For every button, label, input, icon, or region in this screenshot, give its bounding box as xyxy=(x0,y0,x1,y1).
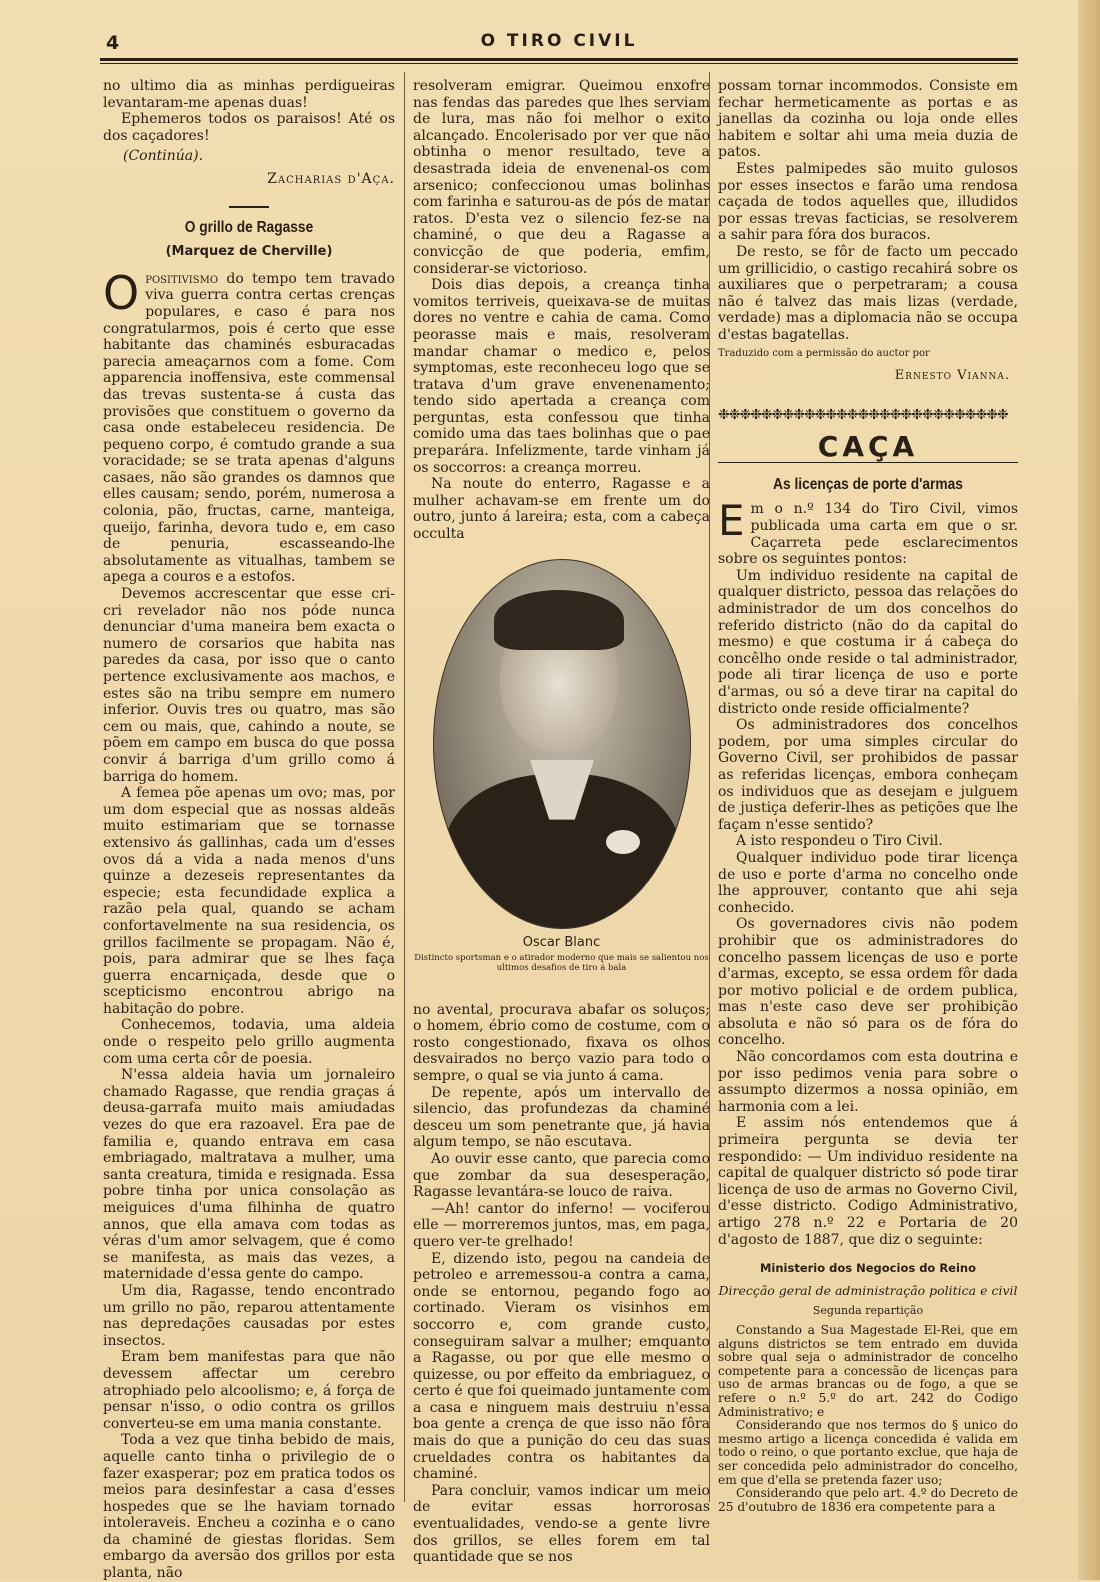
body-paragraph: Estes palmipedes são muito gulosos por esses insectos e farão uma rendosa caçada de todos aquelles que, illudidos por essas trevas facticias, se resolverem a sahir para fóra dos buracos. xyxy=(718,160,1018,244)
body-paragraph: Não concordamos com esta doutrina e por isso pedimos venia para sobre o assumpto dizermos a nossa opinião, em harmonia com a lei. xyxy=(718,1049,1018,1115)
body-paragraph: Dois dias depois, a creança tinha vomitos terriveis, queixava-se de muitas dores no ventre e cahia de cama. Como peorasse mais e mais, resolveram mandar chamar o medico e, pelos symptomas, este reconheceu logo que se tratava d'um grave envenenamento; tendo sido apertada a creança com perguntas, esta confessou que tinha comido uma das taes bolinhas que o pae preparára. Infelizmente, tarde vinham já os soccorros: a creança morreu. xyxy=(413,277,710,476)
masthead xyxy=(100,28,1018,58)
body-paragraph: Os administradores dos concelhos podem, por uma simples circular do Governo Civil, ser prohibidos de passar as referidas licenças, embora conheçam os individuos que as desejam e julguem de justiça deferir-lhes as petições que lhe façam n'esse sentido? xyxy=(718,717,1018,833)
decree-paragraph: Constando a Sua Magestade El-Rei, que em alguns districtos se tem entrado em duvida sobre qual seja o administrador de concelho competente para a concessão de licenças para uso de armas brancas ou de fogo, a que se refere o n.º 5.º do art. 242 do Codigo Administrativo; e xyxy=(718,1322,1018,1419)
section-title: CAÇA xyxy=(817,430,919,464)
translator-signature: Ernesto Vianna. xyxy=(894,368,1010,384)
photo-caption-name: Oscar Blanc xyxy=(522,934,601,950)
author-signature: Zacharias d'Aça. xyxy=(267,170,395,187)
body-paragraph: Conhecemos, todavia, uma aldeia onde o respeito pelo grillo augmenta com uma certa côr de poesia. xyxy=(103,1017,395,1067)
body-paragraph: A isto respondeu o Tiro Civil. xyxy=(736,833,943,850)
body-paragraph: Qualquer individuo pode tirar licença de uso e porte d'arma no concelho onde lhe approuver, contanto que ahi seja conhecido. xyxy=(718,849,1018,916)
body-paragraph: no avental, procurava abafar os soluços; o homem, ébrio como de costume, com o rosto congestionado, fixava os olhos desvairados no berço vazio para todo o sempre, o qual se via junto á cama. xyxy=(413,1001,710,1084)
page-edge xyxy=(1078,0,1100,1580)
article-title: O grillo de Ragasse xyxy=(184,218,314,236)
body-paragraph: Um individuo residente na capital de qualquer districto, pessoa das relações do administrador de um dos concelhos do referido districto (não do da capital do mesmo) e que costuma ir á cabeça do concêlho onde reside o tal administrador, pode ali tirar licença de uso e porte d'armas, ou só a deve tirar na capital do districto onde reside officialmente? xyxy=(718,567,1018,717)
lead-word: positivismo xyxy=(145,270,219,287)
portrait-photo xyxy=(413,553,710,998)
section-subtitle: As licenças de porte d'armas xyxy=(773,475,963,493)
drop-cap: E xyxy=(718,496,745,546)
lead-paragraph xyxy=(718,496,1018,568)
body-paragraph: Ao ouvir esse canto, que parecia como que zombar da sua desesperação, Ragasse levantára-se louco de raiva. xyxy=(413,1150,710,1201)
lead-paragraph xyxy=(103,265,395,586)
body-paragraph: De repente, após um intervallo de silencio, das profundezas da chaminé desceu um som penetrante que, já havia algum tempo, se não escutava. xyxy=(413,1084,710,1151)
drop-cap: O xyxy=(103,265,140,320)
body-paragraph: Um dia, Ragasse, tendo encontrado um grillo no pão, reparou attentamente nas depredações causadas por estes insectos. xyxy=(103,1282,395,1349)
portrait-hair xyxy=(494,590,624,650)
body-paragraph: Eram bem manifestas para que não devessem affectar um cerebro atrophiado pelo alcoolismo; e, á força de pensar n'isso, o odio contra os grillos converteu-se em uma mania constante. xyxy=(103,1349,395,1432)
body-paragraph: —Ah! cantor do inferno! — vociferou elle — morreremos juntos, mas, em paga, quero ver-te grelhado! xyxy=(413,1200,710,1250)
ornamental-border: ❉❉❉❉❉❉❉❉❉❉❉❉❉❉❉❉❉❉❉❉❉❉❉❉❉❉❉ xyxy=(718,406,1008,423)
body-paragraph: E, dizendo isto, pegou na candeia de petroleo e arremessou-a contra a cama, onde se entornou, pegando fogo ao cortinado. Vieram os visinhos em soccorro e, com grande custo, conseguiram salvar a mulher; emquanto a Ragasse, ou por que elle mesmo o quizesse, ou por effeito da embriaguez, o certo é que foi queimado juntamente com a casa e ninguem mais destruiu n'essa boa gente a crença de que isso não fôra mais do que a punição do ceu das suas crueldades contra os habitantes da chaminé. xyxy=(413,1250,710,1483)
lead-text: m o n.º 134 do Tiro Civil, vimos publicada uma carta em que o sr. Caçarreta pede esclarecimentos sobre os seguintes pontos: xyxy=(718,501,1018,568)
body-paragraph: A femea põe apenas um ovo; mas, por um dom especial que as nossas aldeãs muito estimariam que se tornasse extensivo ás gallinhas, cada um d'esses ovos dá a vida a nada menos d'uns quinze a dezeseis representantes da especie; esta fecundidade explica a razão pela qual, quando se acham confortavelmente na sua residencia, os grillos facilmente se propagam. Não é, pois, para admirar que se lhes faça guerra encarniçada, desde que o scepticismo encontrou abrigo na habitação do pobre. xyxy=(103,785,395,1017)
body-paragraph: Devemos accrescentar que esse cri-cri revelador não nos póde nunca denunciar d'uma maneira bem exacta o numero de corsarios que habita nas paredes da casa, por isso que o canto pertence exclusivamente aos machos, e estes são na tribu sempre em numero inferior. Ouvis tres ou quatro, mas são cem ou mais, que, cahindo a noute, se põem em campo em busca do que possa convir á barriga d'um grillo como á barriga do homem. xyxy=(103,586,395,785)
masthead-rule-thin xyxy=(100,63,1018,64)
body-paragraph: E assim nós entendemos que á primeira pergunta se devia ter respondido: — Um individuo residente na capital de qualquer districto só pode tirar licença de uso de armas no Governo Civil, d'esse districto. Codigo Administrativo, artigo 278 n.º 22 e Portaria de 20 d'agosto de 1887, que diz o seguinte: xyxy=(718,1115,1018,1248)
newspaper-title: O TIRO CIVIL xyxy=(480,31,638,51)
body-paragraph: Para concluir, vamos indicar um meio de evitar essas horrorosas eventualidades, vendo-se a gente livre dos grillos, se elles forem em tal quantidade que se nos xyxy=(413,1482,710,1566)
body-paragraph: De resto, se fôr de facto um peccado um grillicidio, o castigo recahirá sobre os auxiliares que o perpetraram; a cousa não é talvez das mais lizas (verdade, verdade) mas a diplomacia não se occupa d'estas bagatellas. xyxy=(718,243,1018,343)
translation-credit: Traduzido com a permissão do auctor por xyxy=(718,347,930,359)
photo-caption-description: Distincto sportsman e o atirador moderno que mais se salientou nos ultimos desafios de tiro á bala xyxy=(414,953,709,974)
decree-text xyxy=(718,1324,1018,1514)
body-paragraph: Na noute do enterro, Ragasse e a mulher achavam-se em frente um do outro, junto á lareira; esta, com a cabeça occulta xyxy=(413,476,710,543)
article-author: (Marquez de Cherville) xyxy=(165,244,333,260)
ministry-heading: Ministerio dos Negocios do Reino xyxy=(759,1261,977,1276)
masthead-rule xyxy=(100,58,1018,61)
column-2 xyxy=(413,78,710,1566)
decree-paragraph: Considerando que pelo art. 4.º do Decreto de 25 d'outubro de 1836 era competente para a xyxy=(718,1486,1018,1514)
repartition-heading: Segunda repartição xyxy=(812,1304,924,1318)
page-number: 4 xyxy=(106,32,120,54)
column-3 xyxy=(718,78,1018,1514)
column-1 xyxy=(103,78,395,1582)
intro-paragraph: Ephemeros todos os paraisos! Até os dos caçadores! xyxy=(103,111,395,144)
decree-paragraph: Considerando que nos termos do § unico do mesmo artigo a licença concedida é valida em todo o reino, o que portanto exclue, que haja de ser concedida pelo administrador do concelho, em que d'ella se pretenda fazer uso; xyxy=(718,1418,1018,1487)
body-paragraph: N'essa aldeia havia um jornaleiro chamado Ragasse, que rendia graças á deusa-garrafa muito mais amiudadas vezes do que era razoavel. Era pae de familia e, quando entrava em casa embriagado, maltratava a mulher, uma santa creatura, timida e resignada. Essa pobre tinha por unica consolação as meiguices d'uma filhinha de quatro annos, que ella amava com todas as véras d'um amor selvagem, que é como se manifesta, as mais das vezes, a maternidade d'essa gente do campo. xyxy=(103,1067,395,1283)
separator-rule xyxy=(229,206,269,208)
body-paragraph: resolveram emigrar. Queimou enxofre nas fendas das paredes que lhes serviam de lura, mas não foi melhor o exito alcançado. Encolerisado por ver que não obtinha o menor resultado, teve a desastrada ideia de envenenal-os com arsenico; confeccionou umas bolinhas com farinha e saturou-as de pós de matar ratos. D'esta vez o silencio fez-se na chaminé, o que deu a Ragasse a convicção de que poderia, emfim, considerar-se victorioso. xyxy=(413,78,710,277)
portrait-oval xyxy=(433,559,691,929)
column-divider-1 xyxy=(404,72,405,1502)
lead-text: do tempo tem travado viva guerra contra certas crenças populares, e caso é para nos congratularmos, pois é certo que esse habitante das chaminés esburacadas parecia ameaçarnos com a fome. Com apparencia inoffensiva, este commensal das trevas sustenta-se á custa das provisões que constituem o governo da casa onde estabeleceu residencia. De pequeno corpo, é comtudo grande a sua voracidade; se se trata apenas d'alguns casaes, não são grandes os damnos que elles causam; sendo, porém, numerosa a colonia, pão, fructas, carne, manteiga, queijo, farinha, devora tudo e, em caso de penuria, escasseando-lhe absolutamente as vitualhas, tambem se apega a couros e a estofos. xyxy=(103,270,395,586)
body-paragraph: Os governadores civis não podem prohibir que os administradores do concelho passem licenças de uso e porte d'armas, excepto, se essa ordem fôr dada por motivo policial e de ordem publica, mas n'este caso deve ser prohibição absoluta e não só para os de fóra do concelho. xyxy=(718,916,1018,1049)
body-paragraph: Toda a vez que tinha bebido de mais, aquelle canto tinha o privilegio de o fazer exasperar; poz em pratica todos os meios para desinfestar a casa d'esses hospedes que se lhe haviam tornado intoleraveis. Encheu a cozinha e o cano da chaminé de giestas floridas. Sem embargo da aversão dos grillos por esta planta, não xyxy=(103,1432,395,1582)
direction-heading: Direcção geral de administração politica e civil xyxy=(718,1282,1018,1298)
portrait-boutonniere xyxy=(606,830,640,854)
body-paragraph: possam tornar incommodos. Consiste em fechar hermeticamente as portas e as janellas da cozinha ou loja onde elles habitem e soltar ahi uma meia duzia de patos. xyxy=(718,78,1018,161)
intro-paragraph: no ultimo dia as minhas perdigueiras levantaram-me apenas duas! xyxy=(103,78,395,111)
continued-note: (Continúa). xyxy=(123,148,204,165)
